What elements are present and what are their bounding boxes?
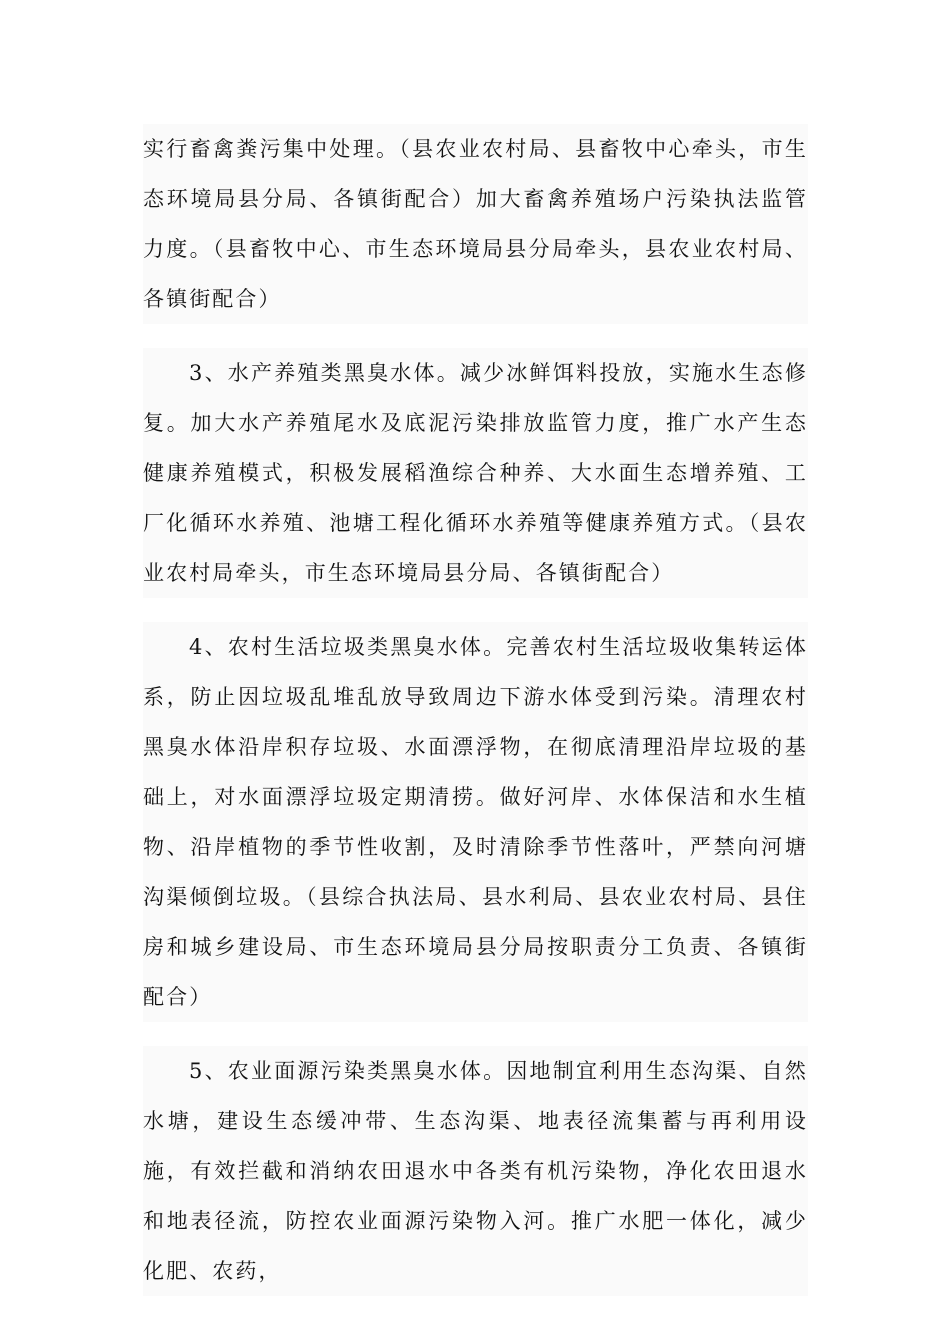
paragraph-aquaculture: 3、水产养殖类黑臭水体。减少冰鲜饵料投放，实施水生态修复。加大水产养殖尾水及底泥污染排放监管力度，推广水产生态健康养殖模式，积极发展稻渔综合种养、大水面生态增养殖、工厂化循环水养殖、池塘工程化循环水养殖等健康养殖方式。（县农业农村局牵头，市生态环境局县分局、各镇街配合）: [143, 361, 808, 585]
paragraph-spacer: [0, 324, 950, 348]
paragraph-livestock-waste: 实行畜禽粪污集中处理。（县农业农村局、县畜牧中心牵头，市生态环境局县分局、各镇街配合）加大畜禽养殖场户污染执法监管力度。（县畜牧中心、市生态环境局县分局牵头，县农业农村局、各镇街配合）: [143, 137, 808, 311]
paragraph-spacer: [0, 598, 950, 622]
paragraph-agricultural-pollution: 5、农业面源污染类黑臭水体。因地制宜利用生态沟渠、自然水塘，建设生态缓冲带、生态沟渠、地表径流集蓄与再利用设施，有效拦截和消纳农田退水中各类有机污染物，净化农田退水和地表径流，防控农业面源污染物入河。推广水肥一体化，减少化肥、农药，: [143, 1059, 808, 1283]
document-body: [143, 124, 808, 1296]
paragraph-rural-garbage: 4、农村生活垃圾类黑臭水体。完善农村生活垃圾收集转运体系，防止因垃圾乱堆乱放导致周边下游水体受到污染。清理农村黑臭水体沿岸积存垃圾、水面漂浮物，在彻底清理沿岸垃圾的基础上，对水面漂浮垃圾定期清捞。做好河岸、水体保洁和水生植物、沿岸植物的季节性收割，及时清除季节性落叶，严禁向河塘沟渠倾倒垃圾。（县综合执法局、县水利局、县农业农村局、县住房和城乡建设局、市生态环境局县分局按职责分工负责、各镇街配合）: [143, 635, 808, 1009]
paragraph-spacer: [0, 1022, 950, 1046]
